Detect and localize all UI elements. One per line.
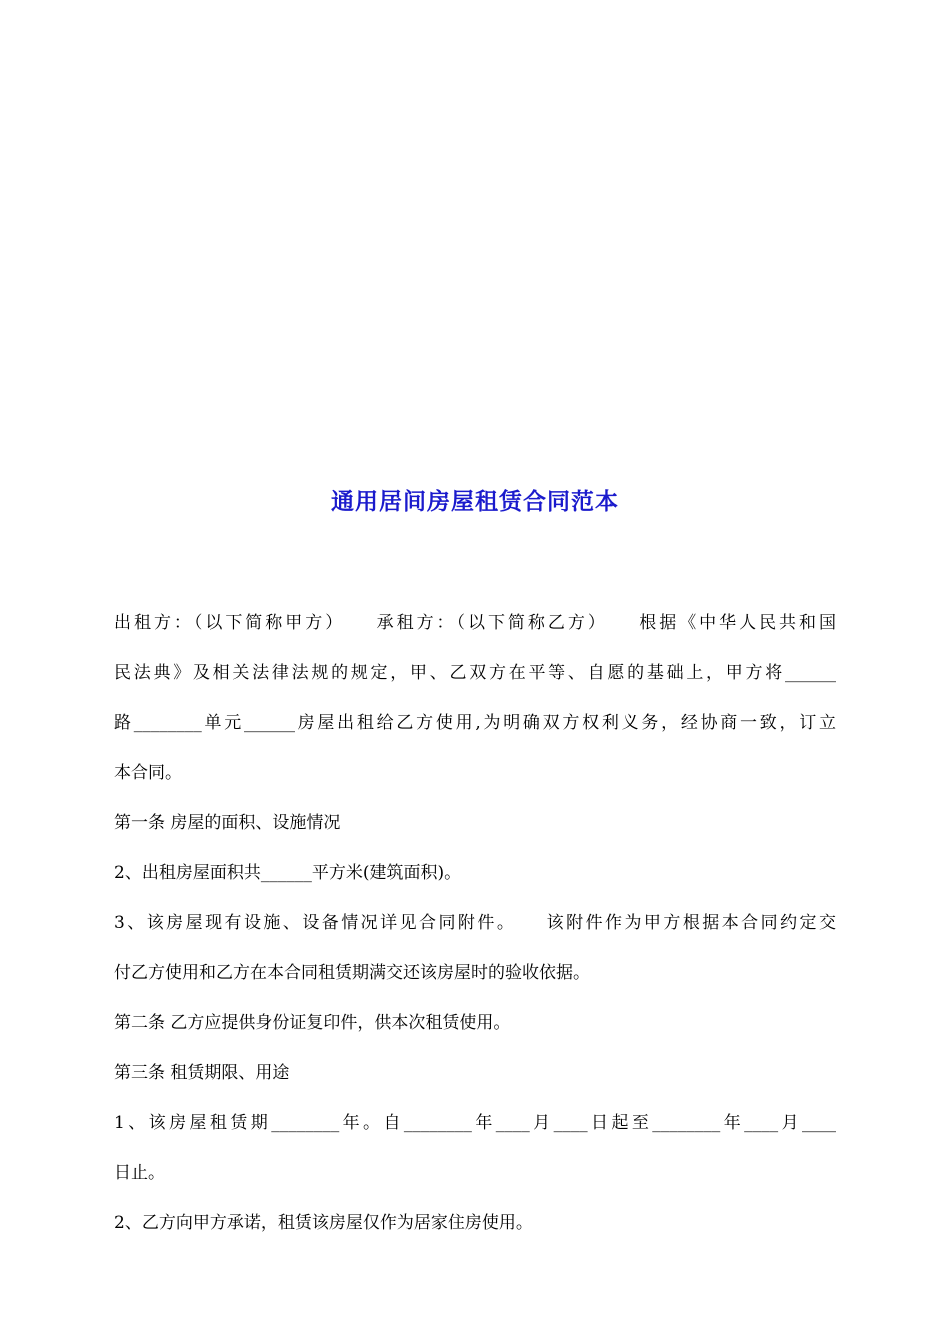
paragraph-line: 2、出租房屋面积共______平方米(建筑面积)。 bbox=[114, 863, 462, 883]
article-heading: 第二条 乙方应提供身份证复印件，供本次租赁使用。 bbox=[114, 1013, 511, 1033]
paragraph-line: 2、乙方向甲方承诺，租赁该房屋仅作为居家住房使用。 bbox=[114, 1213, 533, 1233]
paragraph-line: 出租方：（以下简称甲方） 承租方：（以下简称乙方） 根据《中华人民共和国 bbox=[114, 613, 836, 633]
article-heading: 第一条 房屋的面积、设施情况 bbox=[114, 813, 341, 833]
paragraph-line: 本合同。 bbox=[114, 763, 182, 783]
paragraph-line: 3、该房屋现有设施、设备情况详见合同附件。 该附件作为甲方根据本合同约定交 bbox=[114, 913, 836, 933]
paragraph-line: 民法典》及相关法律法规的规定，甲、乙双方在平等、自愿的基础上，甲方将______ bbox=[114, 663, 836, 683]
paragraph-line: 日止。 bbox=[114, 1163, 165, 1183]
document-title: 通用居间房屋租赁合同范本 bbox=[331, 488, 619, 515]
paragraph-line: 1、该房屋租赁期________年。自________年____月____日起至________年____月____ bbox=[114, 1113, 836, 1133]
paragraph-line: 路________单元______房屋出租给乙方使用,为明确双方权利义务，经协商一致，订立 bbox=[114, 713, 836, 733]
document-body bbox=[114, 598, 836, 1248]
paragraph-line: 付乙方使用和乙方在本合同租赁期满交还该房屋时的验收依据。 bbox=[114, 963, 590, 983]
article-heading: 第三条 租赁期限、用途 bbox=[114, 1063, 290, 1083]
